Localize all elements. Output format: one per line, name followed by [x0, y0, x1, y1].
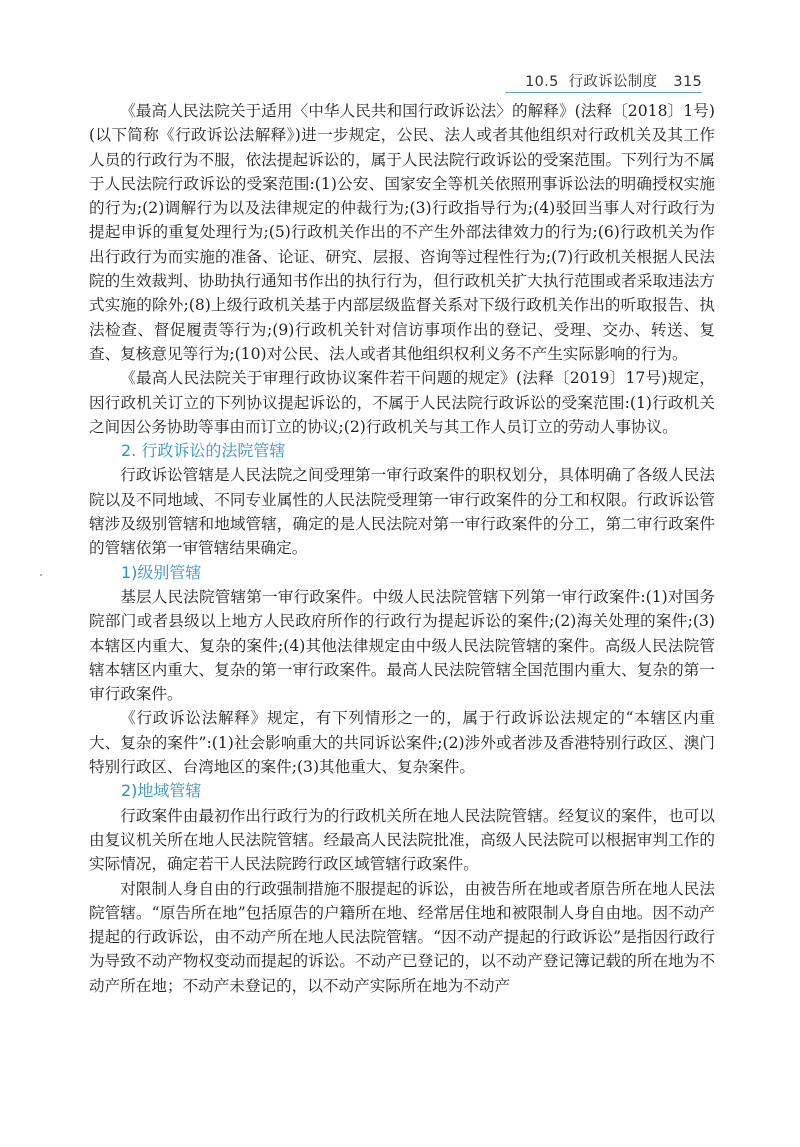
paragraph-major-complex-cases: 《行政诉讼法解释》规定，有下列情形之一的，属于行政诉讼法规定的“本辖区内重大、复杂的案件”:(1)社会影响重大的共同诉讼案件;(2)涉外或者涉及香港特别行政区、澳门特别行政区、台湾地区的案件;(3)其他重大、复杂案件。 [89, 709, 715, 777]
heading-court-jurisdiction: 2. 行政诉讼的法院管辖 [121, 441, 286, 461]
paragraph-personal-freedom-real-estate: 对限制人身自由的行政强制措施不服提起的诉讼，由被告所在地或者原告所在地人民法院管辖。“原告所在地”包括原告的户籍所在地、经常居住地和被限制人身自由地。因不动产提起的行政诉讼，由不动产所在地人民法院管辖。“因不动产提起的行政诉讼”是指因行政行为导致不动产物权变动而提起的诉讼。不动产已登记的，以不动产登记簿记载的所在地为不动产所在地；不动产未登记的，以不动产实际所在地为不动产 [89, 879, 715, 995]
margin-mark [40, 574, 42, 576]
paragraph-level-jurisdiction: 基层人民法院管辖第一审行政案件。中级人民法院管辖下列第一审行政案件:(1)对国务院部门或者县级以上地方人民政府所作的行政行为提起诉讼的案件;(2)海关处理的案件;(3)本辖区内重大、复杂的案件;(4)其他法律规定由中级人民法院管辖的案件。高级人民法院管辖本辖区内重大、复杂的第一审行政案件。最高人民法院管辖全国范围内重大、复杂的第一审行政案件。 [89, 587, 715, 704]
header-section-title: 行政诉讼制度 [568, 74, 658, 90]
paragraph-scope-interpretation: 《最高人民法院关于适用〈中华人民共和国行政诉讼法〉的解释》(法释〔2018〕1号)(以下简称《行政诉讼法解释》)进一步规定，公民、法人或者其他组织对行政机关及其工作人员的行政行为不服，依法提起诉讼的，属于人民法院行政诉讼的受案范围。下列行为不属于人民法院行政诉讼的受案范围:(1)公安、国家安全等机关依照刑事诉讼法的明确授权实施的行为;(2)调解行为以及法律规定的仲裁行为;(3)行政指导行为;(4)驳回当事人对行政行为提起申诉的重复处理行为;(5)行政机关作出的不产生外部法律效力的行为;(6)行政机关为作出行政行为而实施的准备、论证、研究、层报、咨询等过程性行为;(7)行政机关根据人民法院的生效裁判、协助执行通知书作出的执行行为，但行政机关扩大执行范围或者采取违法方式实施的除外;(8)上级行政机关基于内部层级监督关系对下级行政机关作出的听取报告、执法检查、督促履责等行为;(9)行政机关针对信访事项作出的登记、受理、交办、转送、复查、复核意见等行为;(10)对公民、法人或者其他组织权利义务不产生实际影响的行为。 [89, 102, 715, 363]
paragraph-jurisdiction-intro: 行政诉讼管辖是人民法院之间受理第一审行政案件的职权划分，具体明确了各级人民法院以及不同地域、不同专业属性的人民法院受理第一审行政案件的分工和权限。行政诉讼管辖涉及级别管辖和地域管辖，确定的是人民法院对第一审行政案件的分工，第二审行政案件的管辖依第一审管辖结果确定。 [89, 466, 715, 558]
paragraph-territorial-jurisdiction: 行政案件由最初作出行政行为的行政机关所在地人民法院管辖。经复议的案件，也可以由复议机关所在地人民法院管辖。经最高人民法院批准，高级人民法院可以根据审判工作的实际情况，确定若干人民法院跨行政区域管辖行政案件。 [89, 806, 715, 874]
page-body [89, 99, 715, 998]
running-header [525, 70, 702, 91]
paragraph-administrative-agreements: 《最高人民法院关于审理行政协议案件若干问题的规定》(法释〔2019〕17号)规定，因行政机关订立的下列协议提起诉讼的，不属于人民法院行政诉讼的受案范围:(1)行政机关之间因公务协助等事由而订立的协议;(2)行政机关与其工作人员订立的劳动人事协议。 [89, 369, 715, 436]
header-section-number: 10.5 [525, 74, 559, 90]
heading-territorial-jurisdiction: 2)地域管辖 [121, 781, 202, 801]
page-number: 315 [673, 74, 702, 90]
header-rule [505, 92, 702, 93]
heading-level-jurisdiction: 1)级别管辖 [121, 562, 202, 582]
